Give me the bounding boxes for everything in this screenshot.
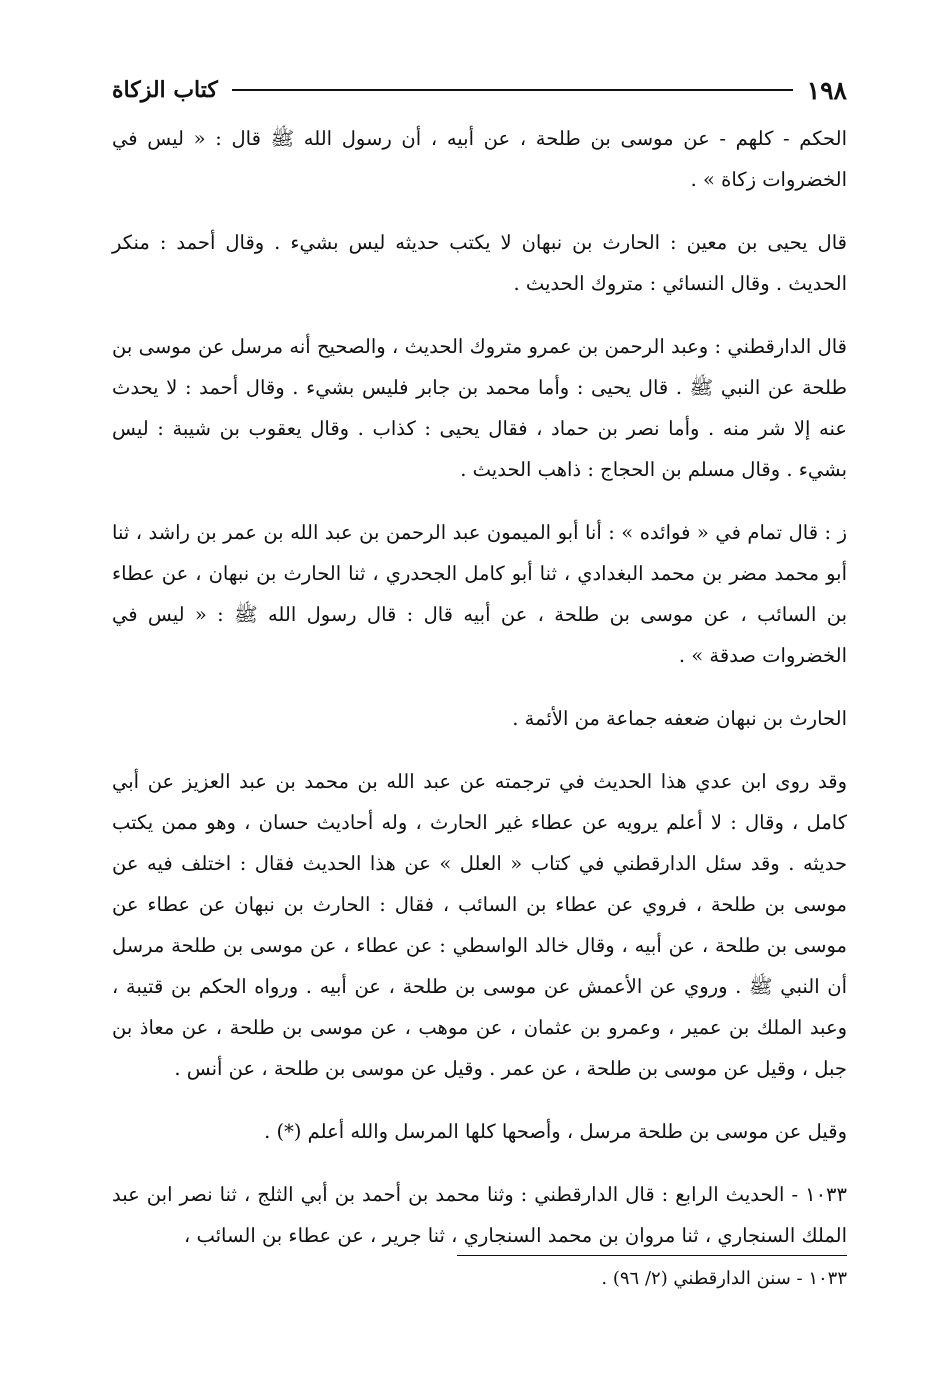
- paragraph-5: الحارث بن نبهان ضعفه جماعة من الأئمة .: [512, 707, 847, 730]
- paragraph-1: الحكم - كلهم - عن موسى بن طلحة ، عن أبيه ، أن رسول الله ﷺ قال : « ليس في الخضروات زكاة » .: [112, 127, 847, 191]
- paragraph-6: وقد روى ابن عدي هذا الحديث في ترجمته عن عبد الله بن محمد بن عبد العزيز عن أبي كامل ، وقال : لا أعلم يرويه عن عطاء غير الحارث ، وله أحاديث حسان ، وهو ممن يكتب حديثه . وقد سئل الدارقطني في كتاب « العلل » عن هذا الحديث فقال : اختلف فيه عن موسى بن طلحة ، فروي عن عطاء بن السائب ، فقال : الحارث بن نبهان عن عطاء عن موسى بن طلحة ، عن أبيه ، وقال خالد الواسطي : عن عطاء ، عن موسى بن طلحة مرسل أن النبي ﷺ . وروي عن الأعمش عن موسى بن طلحة ، عن أبيه . ورواه الحكم بن قتيبة ، وعبد الملك بن عمير ، وعمرو بن عثمان ، عن موهب ، عن موسى بن طلحة ، عن معاذ بن جبل ، وقيل عن موسى بن طلحة ، عن عمر . وقيل عن موسى بن طلحة ، عن أنس .: [112, 770, 847, 1080]
- footnote: ١٠٣٣ - سنن الدارقطني (٢/ ٩٦) .: [601, 1268, 847, 1289]
- paragraph-2: قال يحيى بن معين : الحارث بن نبهان لا يكتب حديثه ليس بشيء . وقال أحمد : منكر الحديث . وقال النسائي : متروك الحديث .: [112, 231, 847, 295]
- paragraph-8: ١٠٣٣ - الحديث الرابع : قال الدارقطني : وثنا محمد بن أحمد بن أبي الثلج ، ثنا نصر ابن عبد الملك السنجاري ، ثنا مروان بن محمد السنجاري ، ثنا جرير ، عن عطاء بن السائب ،: [112, 1183, 847, 1247]
- paragraph-7: وقيل عن موسى بن طلحة مرسل ، وأصحها كلها المرسل والله أعلم (*) .: [264, 1120, 847, 1143]
- page-header: [112, 72, 847, 108]
- header-rule: [232, 89, 793, 91]
- page-body: [112, 118, 847, 1256]
- footnote-rule: [457, 1255, 847, 1256]
- page-number: ١٩٨: [806, 75, 847, 105]
- paragraph-3: قال الدارقطني : وعبد الرحمن بن عمرو متروك الحديث ، والصحيح أنه مرسل عن موسى بن طلحة عن النبي ﷺ . قال يحيى : وأما محمد بن جابر فليس بشيء . وقال أحمد : لا يحدث عنه إلا شر منه . وأما نصر بن حماد ، فقال يحيى : كذاب . وقال يعقوب بن شيبة : ليس بشيء . وقال مسلم بن الحجاج : ذاهب الحديث .: [112, 335, 847, 481]
- paragraph-4: ز : قال تمام في « فوائده » : أنا أبو الميمون عبد الرحمن بن عبد الله بن عمر بن راشد ، ثنا أبو محمد مضر بن محمد البغدادي ، ثنا أبو كامل الجحدري ، ثنا الحارث بن نبهان ، عن عطاء بن السائب ، عن موسى بن طلحة ، عن أبيه قال : قال رسول الله ﷺ : « ليس في الخضروات صدقة » .: [112, 521, 847, 667]
- running-title: كتاب الزكاة: [112, 77, 218, 103]
